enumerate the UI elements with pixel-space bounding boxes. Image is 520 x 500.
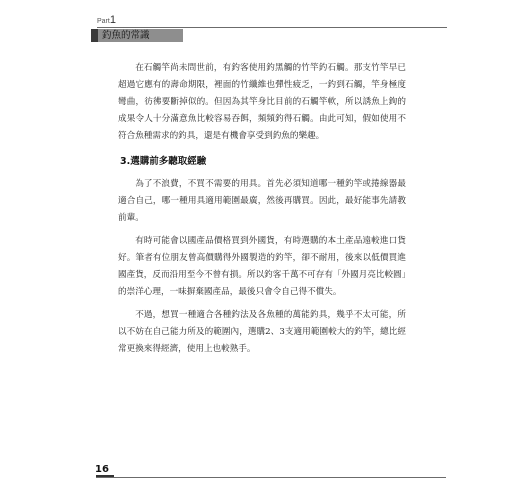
chapter-title: 釣魚的常識 xyxy=(102,30,150,41)
page-body xyxy=(118,60,406,358)
body-paragraph-2: 為了不浪費，不買不需要的用具。首先必須知道哪一種釣竿或捲線器最適合自己，哪一種用具適用範圍最廣，然後再購買。因此，最好能事先請教前輩。 xyxy=(118,179,406,223)
part-prefix: Part xyxy=(97,18,110,25)
running-header xyxy=(91,13,447,43)
section-heading: 3.選購前多聽取經驗 xyxy=(120,156,207,167)
header-title-bar-accent xyxy=(91,29,98,42)
body-paragraph-1: 在石觸竿尚未問世前，有釣客使用釣黑觸的竹竿釣石觸。那支竹竿早已超過它應有的壽命期限，裡面的竹纖維也彈性疲乏，一釣到石觸，竿身極度彎曲，彷彿要斷掉似的。但因為其竿身比目前的石觸竿軟，所以誘魚上鉤的成果令人十分滿意魚比較容易吞餌，頻頻釣得石觸。由此可知，假如使用不符合魚種需求的釣具，還是有機會享受到釣魚的樂趣。 xyxy=(118,63,406,141)
body-paragraph-4: 不過，想買一種適合各種釣法及各魚種的萬能釣具，幾乎不太可能，所以不妨在自己能力所及的範圍內，選購2、3支適用範圍較大的釣竿，總比經常更換來得經濟，使用上也較熟手。 xyxy=(118,310,406,354)
body-paragraph-3: 有時可能會以國產品價格買到外國貨，有時選購的本土產品遠較進口貨好。筆者有位朋友曾高價購得外國製造的釣竿，卻不耐用，後來以低價買進國產貨，反而沿用至今不曾有損。所以釣客千萬不可存有「外國月亮比較圓」的崇洋心理，一味摒棄國產品，最後只會令自己得不償失。 xyxy=(118,236,406,297)
footer-rule xyxy=(96,477,446,478)
part-label xyxy=(97,14,116,26)
page-number: 16 xyxy=(95,464,109,475)
header-rule xyxy=(97,27,447,28)
part-number: 1 xyxy=(109,14,116,26)
